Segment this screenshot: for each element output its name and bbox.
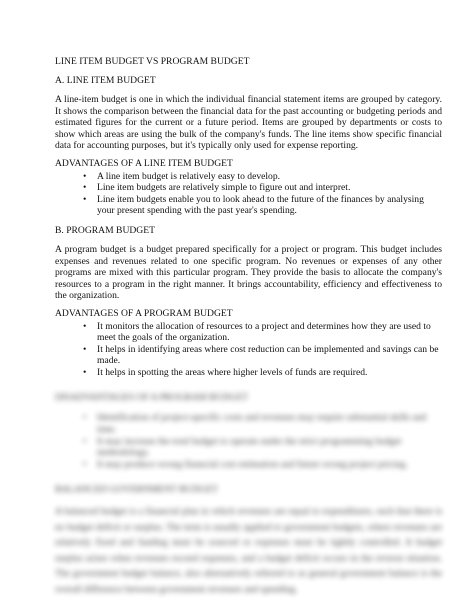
list-item-text: Identification of project-specific costs and revenues may require substantial skills and time. bbox=[97, 412, 427, 436]
list-item bbox=[83, 194, 442, 217]
list-item bbox=[83, 321, 442, 344]
blurred-preview-region bbox=[55, 392, 442, 597]
bullet-icon: • bbox=[83, 343, 87, 355]
section-a-paragraph: A line-item budget is one in which the individual financial statement items are grouped by category. It shows the comparison between the financial data for the past accounting or budgeting periods and estimated figures for the current or a future period. Items are grouped by departments or costs to show which areas are using the bulk of the company's funds. The line items show specific financial data for accounting purposes, but it's typically only used for expense reporting. bbox=[55, 94, 442, 152]
list-item bbox=[83, 412, 442, 435]
bullet-icon: • bbox=[83, 170, 87, 182]
section-b-paragraph: A program budget is a budget prepared specifically for a project or program. This budget includes expenses and revenues related to one specific program. No revenues or expenses of any other programs are mixed with this particular program. They provide the basis to allocate the company's resources to a program in the right manner. It brings accountability, efficiency and effectiveness to the organization. bbox=[55, 243, 442, 302]
bullet-icon: • bbox=[83, 193, 87, 205]
bullet-icon: • bbox=[83, 435, 87, 447]
bullet-icon: • bbox=[83, 458, 87, 470]
bullet-icon: • bbox=[83, 366, 87, 378]
list-item bbox=[83, 367, 442, 379]
bullet-icon: • bbox=[83, 182, 87, 194]
list-item-text: Line item budgets enable you to look ahead to the future of the finances by analysing your present spending with the past year's spending. bbox=[97, 193, 424, 217]
balanced-budget-paragraph: A balanced budget is a financial plan in which revenues are equal to expenditures, such that there is no budget deficit or surplus. The term is usually applied to government budgets, where revenues are relatively fixed and funding must be sourced or expenses must be tightly controlled. A budget surplus arises when revenues exceed expenses, and a budget deficit occurs in the reverse situation. The government budget balance, also alternatively referred to as general government balance is the overall difference between government revenues and spending. bbox=[55, 506, 442, 595]
section-b-advantages-heading: ADVANTAGES OF A PROGRAM BUDGET bbox=[55, 307, 233, 319]
list-item-text: It helps in identifying areas where cost reduction can be implemented and savings can be made. bbox=[97, 343, 439, 367]
section-a-advantages-heading: ADVANTAGES OF A LINE ITEM BUDGET bbox=[55, 157, 233, 169]
list-item bbox=[83, 182, 442, 194]
list-item bbox=[83, 171, 442, 183]
list-item-text: It helps in spotting the areas where higher levels of funds are required. bbox=[97, 366, 368, 378]
bullet-icon: • bbox=[83, 320, 87, 332]
list-item bbox=[83, 436, 442, 459]
balanced-budget-heading: BALANCED GOVERNMENT BUDGET bbox=[55, 484, 218, 496]
list-item-text: It monitors the allocation of resources to a project and determines how they are used to meet the goals of the organization. bbox=[97, 320, 431, 344]
disadvantages-heading: DISADVANTAGES OF A PROGRAM BUDGET bbox=[55, 392, 249, 404]
disadvantages-list bbox=[55, 412, 442, 470]
list-item-text: A line item budget is relatively easy to develop. bbox=[97, 170, 281, 182]
list-item-text: It may produce wrong financial cost estimation and future wrong project pricing. bbox=[97, 458, 408, 470]
list-item bbox=[83, 459, 442, 471]
section-b-heading: B. PROGRAM BUDGET bbox=[55, 224, 155, 236]
list-item bbox=[83, 344, 442, 367]
section-a-heading: A. LINE ITEM BUDGET bbox=[55, 75, 156, 86]
bullet-icon: • bbox=[83, 412, 87, 424]
list-item-text: It may increase the total budget to operate under the strict programming budget methodology. bbox=[97, 435, 402, 459]
section-a-advantages-list bbox=[55, 171, 442, 217]
list-item-text: Line item budgets are relatively simple to figure out and interpret. bbox=[97, 182, 351, 194]
section-b-advantages-list bbox=[55, 321, 442, 379]
document-title: LINE ITEM BUDGET VS PROGRAM BUDGET bbox=[55, 56, 250, 67]
